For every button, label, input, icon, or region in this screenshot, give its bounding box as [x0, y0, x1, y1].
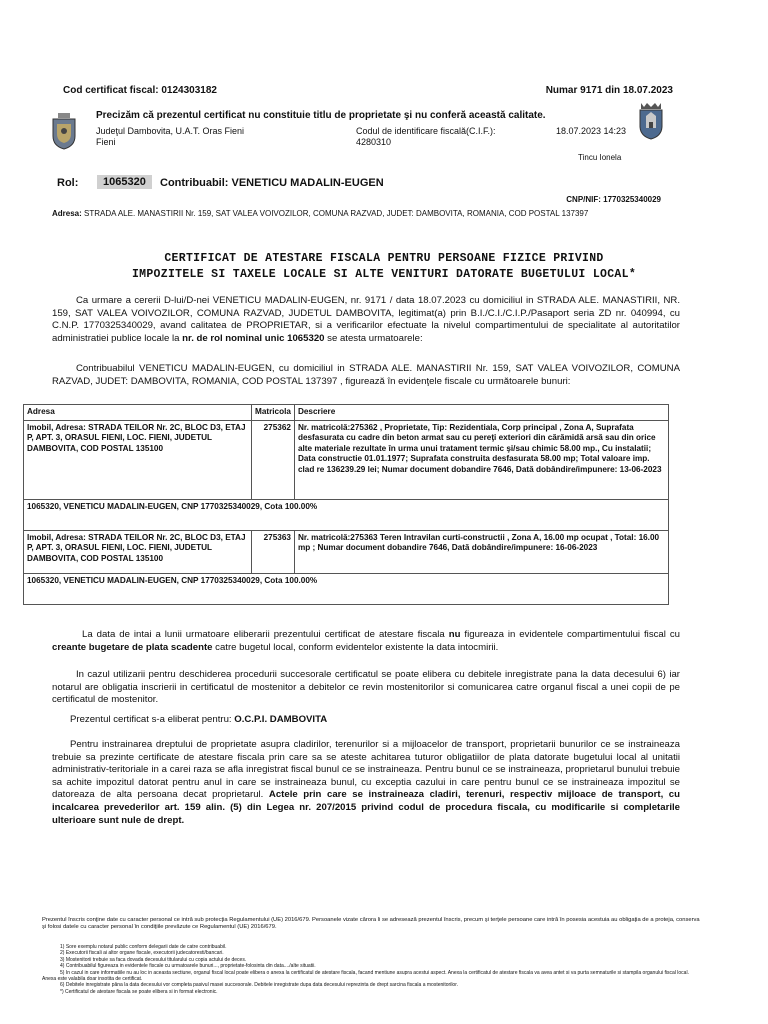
- alienation-text: Pentru instrainarea dreptului de proprietate asupra cladirilor, terenurilor si a mijloacelor de transport, proprietarii bunurilor ce se instraineaza trebuie sa prezinte certificate de atestare fiscala prin care sa se ateste achitarea tuturor obligatiilor de plata datorate bugetului local al unitatii administrativ-teritoriale in a carei raza se afla inregistrat fiscal bunul ce se instraineaza. Pentru bunul ce se instraineaza, proprietarul bunului trebuie sa achite impozitul datorat pentru anul in care se instraineaza bunul, cu exceptia cazului in care pentru bunul ce se instraineaza impozitul se datoreaza de alta persoana decat proprietarul.: [52, 739, 680, 801]
- intro-paragraph-2: Contribuabilul VENETICU MADALIN-EUGEN, cu domiciliul in STRADA ALE. MANASTIRII Nr. 159, SAT VALEA VOIVOZILOR, COMUNA RAZVAD, JUDET: DAMBOVITA, ROMANIA, COD POSTAL 137397 , figurează în evidenţele fiscale cu următoarele bunuri:: [52, 363, 680, 387]
- town-coat-of-arms: [638, 102, 664, 140]
- intro-text: Ca urmare a cererii D-lui/D-nei VENETICU MADALIN-EUGEN, nr. 9171 / data 18.07.2023 cu domiciliul in STRADA ALE. MANASTIRII, NR. 159, SAT VALEA VOIVOZILOR, COMUNA RAZVAD, JUDETUL DAMBOVITA, legitimat(a) prin B.I./C.I./C.I.P./Pasaport seria ZD nr. 040994, cu C.N.P. 1770325340029, avand calitatea de PROPRIETAR, si a verificarilor efectuate la nivelul compartimentului de specialitate al autoritatilor administratiei publice locale la: [52, 295, 680, 344]
- asset-owner: 1065320, VENETICU MADALIN-EUGEN, CNP 1770325340029, Cota 100.00%: [24, 499, 669, 530]
- alienation-paragraph: [52, 739, 680, 827]
- taxpayer-address: [52, 209, 652, 220]
- cif-value: 4280310: [356, 137, 392, 147]
- debts-text-a: La data de intai a lunii urmatoare eliberarii prezentului certificat de atestare fiscala: [82, 629, 449, 640]
- title-line-2: IMPOZITELE SI TAXELE LOCALE SI ALTE VENITURI DATORATE BUGETULUI LOCAL*: [131, 268, 637, 281]
- official-name: Tincu Ionela: [578, 153, 622, 162]
- footnote-3: 3) Mostenitorii trebuie sa faca dovada decesului titularului cu copia actului de deces.: [60, 956, 247, 963]
- rol-label: Rol:: [57, 177, 79, 189]
- issue-datetime: 18.07.2023 14:23: [556, 126, 627, 136]
- asset-description: Nr. matricolă:275363 Teren Intravilan curti-constructii , Zona A, 16.00 mp ocupat , Total: 16.00 mp ; Numar document dobandire 7646, Dată dobândire/impunere: 16-06-2023: [294, 530, 668, 573]
- footnote-6: 6) Debitele inregistrate pâna la data decesului vor completa pasivul masei succesorale. Debitele inregistrate dupa data decesului reprezinta de drept sarcina fiscala a mostenitorilor.: [60, 982, 458, 989]
- asset-matricola: 275362: [252, 420, 295, 499]
- col-header-matricola: Matricola: [252, 405, 295, 421]
- gdpr-notice: Prezentul înscris conţine date cu caracter personal ce intră sub protecţia Regulamentului (UE) 2016/679. Persoanele vizate cărora li se adresează prezentul înscris, precum şi terţele persoane care intră în posesia acestuia au obligaţia de a proteja, conserva şi folosi datele cu caracter personal în condiţiile prevăzute ce Regulamentul (UE) 2016/679.: [42, 917, 700, 931]
- debts-text-c: figureaza in evidentele compartimentului fiscal cu: [460, 629, 680, 640]
- locality: Fieni: [96, 137, 116, 147]
- document-title: [40, 251, 728, 283]
- intro-paragraph-1: [52, 295, 680, 345]
- table-row: [24, 420, 669, 499]
- county-uat: Judeţul Dambovita, U.A.T. Oras Fieni: [96, 126, 245, 136]
- fiscal-code: Cod certificat fiscal: 0124303182: [63, 85, 217, 96]
- table-row-owner: [24, 499, 669, 530]
- table-header-row: [24, 405, 669, 421]
- alienation-bold: Actele prin care se instraineaza cladiri, terenuri, respectiv mijloace de transport, cu incalcarea prevederilor art. 159 alin. (5) din Legea nr. 207/2015 privind codul de procedura fiscala, cu modificarile si completarile ulterioare sunt nule de drept.: [52, 789, 681, 826]
- col-header-description: Descriere: [294, 405, 668, 421]
- rol-number: 1065320: [97, 175, 152, 189]
- issued-for-paragraph: [52, 714, 680, 727]
- address-label: Adresa:: [52, 209, 82, 218]
- disclaimer: Precizăm că prezentul certificat nu constituie titlu de proprietate şi nu conferă această calitate.: [96, 110, 546, 121]
- cnp-nif: CNP/NIF: 1770325340029: [566, 195, 661, 204]
- county-coat-of-arms: [51, 112, 77, 150]
- address-value: STRADA ALE. MANASTIRII Nr. 159, SAT VALEA VOIVOZILOR, COMUNA RAZVAD, JUDET: DAMBOVITA, ROMANIA, COD POSTAL 137397: [84, 209, 589, 218]
- asset-matricola: 275363: [252, 530, 295, 573]
- asset-description: Nr. matricolă:275362 , Proprietate, Tip: Rezidentiala, Corp principal , Zona A, Suprafata desfasurata cu cadre din beton armat sau cu pereţi exteriori din cărămidă arsă sau din orice alte materiale rezultate în urma unui tratament termic şi/sau chimic 58.00 mp., Cu instalatii; Data constructie 01.01.1977; Suprafata construita desfasurata 58.00 mp; Total valoare imp. clad re 136239.29 lei; Numar document dobandire 7646, Dată dobândire/impunere: 13-06-2023: [294, 420, 668, 499]
- issued-for-institution: O.C.P.I. DAMBOVITA: [234, 714, 328, 725]
- debts-claims-bold: creante bugetare de plata scadente: [52, 641, 213, 653]
- succession-paragraph: In cazul utilizarii pentru deschiderea procedurii succesorale certificatul se poate elibera cu debitele inregistrate pana la data decesului 6) iar notarul are obligatia inscrierii in certificatul de mostenitor a debitelor ce revin mostenitorilor si comunicarea catre organul fiscal a unei copii de pe certificatul de mostenitor.: [52, 669, 680, 706]
- debts-not-bold: nu: [448, 629, 461, 640]
- footnote-5: 5) In cazul in care informatiile nu au loc in aceasta sectiune, organul fiscal local poate elibera o anexa la certificatul de atestare fiscala, facand mentiune asupra acestui aspect. Anexa la certificatul de atestare fiscala va avea antet si va purta semnaturile si stampila organului fiscal local. Anexa este valabila doar insotita de certificat.: [42, 969, 689, 983]
- table-row-owner: [24, 573, 669, 604]
- asset-address: Imobil, Adresa: STRADA TEILOR Nr. 2C, BLOC D3, ETAJ P, APT. 3, ORASUL FIENI, LOC. FIENI, JUDETUL DAMBOVITA, COD POSTAL 135100: [24, 530, 252, 573]
- footnote-2: 2) Executorii fiscali ai altor organe fiscale, executorii judecatoresti/bancari.: [60, 950, 224, 957]
- col-header-address: Adresa: [24, 405, 252, 421]
- footnote-4: 4) Contribuabilul figureaza in evidentele fiscale cu urmatoarele bunuri..., proprietate-folosinta din data..../alte situatii.: [60, 963, 316, 970]
- asset-owner: 1065320, VENETICU MADALIN-EUGEN, CNP 1770325340029, Cota 100.00%: [24, 573, 669, 604]
- intro-rol-bold: nr. de rol nominal unic 1065320: [182, 332, 325, 344]
- title-line-1: CERTIFICAT DE ATESTARE FISCALA PENTRU PERSOANE FIZICE PRIVIND: [164, 252, 604, 265]
- assets-table: [23, 404, 669, 605]
- issued-for-text: Prezentul certificat s-a eliberat pentru:: [70, 714, 235, 725]
- coat-of-arms-icon: [638, 102, 664, 140]
- debts-text-d: catre bugetul local, conform evidentelor existente la data intocmirii.: [212, 641, 499, 653]
- table-row: [24, 530, 669, 573]
- debts-paragraph: [52, 629, 680, 654]
- asset-address: Imobil, Adresa: STRADA TEILOR Nr. 2C, BLOC D3, ETAJ P, APT. 3, ORASUL FIENI, LOC. FIENI, JUDETUL DAMBOVITA, COD POSTAL 135100: [24, 420, 252, 499]
- certificate-number-date: Numar 9171 din 18.07.2023: [545, 85, 673, 96]
- footnote-star: *) Certificatul de atestare fiscala se poate elibera si in format electronic.: [60, 988, 218, 995]
- footnotes: [42, 944, 700, 995]
- cif-label: Codul de identificare fiscală(C.I.F.):: [356, 126, 496, 136]
- intro-tail: se atesta urmatoarele:: [324, 332, 423, 344]
- contributor: Contribuabil: VENETICU MADALIN-EUGEN: [160, 177, 384, 189]
- coat-of-arms-icon: [51, 112, 77, 150]
- footnote-1: 1) Sore exemplu notarul public conform delegarii date de catre contribuabil.: [60, 944, 227, 950]
